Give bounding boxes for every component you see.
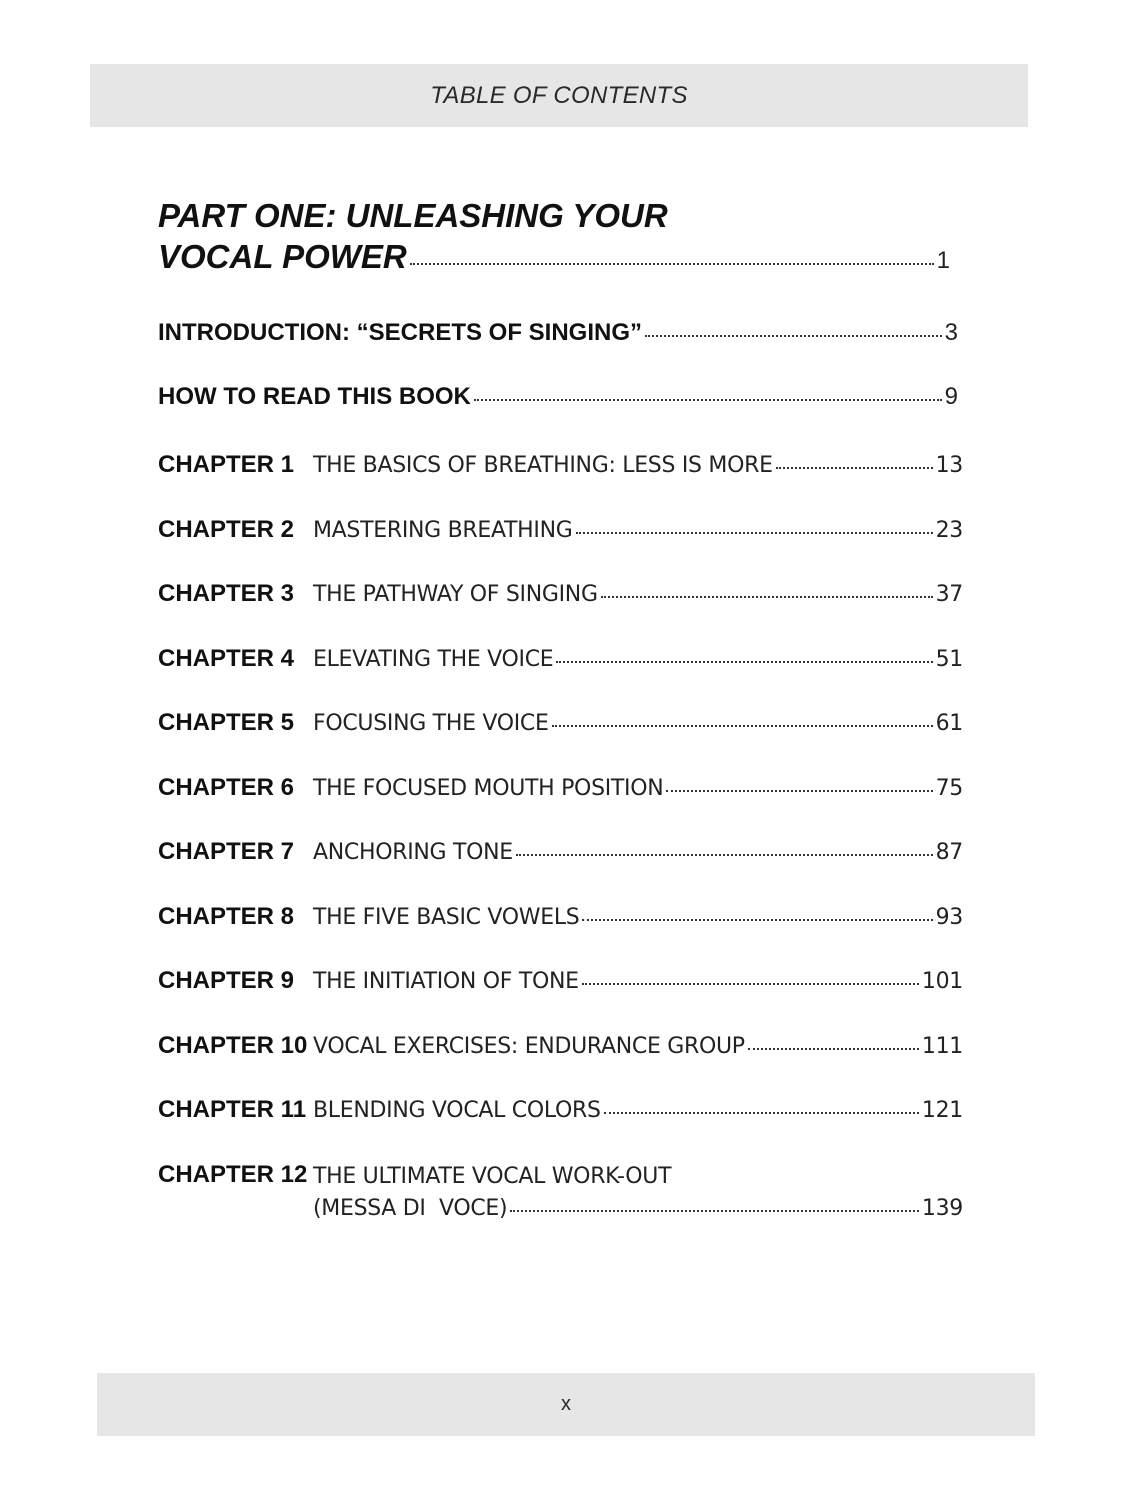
chapter-label: CHAPTER 6 — [158, 773, 295, 801]
chapter-entry-4[interactable] — [158, 645, 963, 710]
chapter-title: BLENDING VOCAL COLORS — [313, 1098, 601, 1123]
page-number: 51 — [935, 646, 963, 672]
page-number: 3 — [944, 319, 958, 346]
chapter-title: THE PATHWAY OF SINGING — [313, 582, 598, 607]
chapter-label: CHAPTER 2 — [158, 515, 295, 543]
section-how-to-read[interactable] — [158, 383, 958, 411]
dot-leader — [516, 854, 933, 856]
page-number: 75 — [935, 775, 963, 801]
chapter-title: ANCHORING TONE — [313, 840, 513, 865]
page-number: 121 — [921, 1098, 963, 1123]
chapter-title: THE BASICS OF BREATHING: LESS IS MORE — [313, 453, 773, 478]
chapter-entry-10[interactable] — [158, 1032, 963, 1097]
chapter-title-line — [313, 840, 963, 865]
chapter-title: ELEVATING THE VOICE — [313, 646, 554, 672]
chapter-entry-6[interactable] — [158, 774, 963, 839]
chapter-title-block — [313, 1161, 963, 1225]
chapter-title: THE FIVE BASIC VOWELS — [313, 904, 580, 930]
dot-leader — [556, 661, 932, 663]
chapter-title-line — [313, 518, 963, 543]
chapter-title-line — [313, 1034, 963, 1059]
dot-leader — [748, 1048, 919, 1050]
section-title: INTRODUCTION: “SECRETS OF SINGING” — [158, 319, 643, 346]
dot-leader — [776, 467, 933, 469]
part-heading[interactable] — [158, 195, 963, 281]
section-introduction[interactable] — [158, 319, 958, 347]
dot-leader — [666, 790, 932, 792]
chapter-label: CHAPTER 3 — [158, 580, 295, 607]
page-number: 101 — [921, 969, 963, 994]
dot-leader — [645, 335, 942, 337]
page-number: 61 — [935, 711, 963, 736]
chapter-title-line — [313, 711, 963, 736]
chapter-label: CHAPTER 5 — [158, 709, 295, 736]
table-of-contents — [158, 195, 963, 1225]
part-title-line1: PART ONE: UNLEASHING YOUR — [158, 197, 668, 234]
chapter-title-line — [313, 969, 963, 994]
chapter-label: CHAPTER 8 — [158, 902, 295, 930]
page-number: 111 — [921, 1033, 963, 1059]
footer-band — [97, 1373, 1035, 1436]
chapter-label: CHAPTER 11 — [158, 1096, 307, 1123]
dot-leader — [474, 399, 942, 401]
chapter-title: FOCUSING THE VOICE — [313, 711, 549, 736]
chapter-label: CHAPTER 12 — [158, 1160, 308, 1188]
dot-leader — [552, 725, 933, 727]
chapter-title-line — [313, 1193, 963, 1225]
chapter-title: THE FOCUSED MOUTH POSITION — [313, 775, 664, 801]
page-title: TABLE OF CONTENTS — [430, 81, 688, 109]
dot-leader — [576, 532, 933, 534]
chapter-entry-1[interactable] — [158, 451, 963, 516]
part-entry-line — [158, 236, 950, 281]
chapter-title-line2: (MESSA DI VOCE) — [313, 1195, 508, 1221]
chapter-label: CHAPTER 7 — [158, 838, 295, 865]
chapter-title: VOCAL EXERCISES: ENDURANCE GROUP — [313, 1033, 745, 1059]
chapter-entry-11[interactable] — [158, 1096, 963, 1161]
chapter-title: MASTERING BREATHING — [313, 517, 573, 543]
dot-leader — [601, 596, 933, 598]
chapter-title-line1: THE ULTIMATE VOCAL WORK-OUT — [313, 1163, 672, 1189]
chapter-entry-12[interactable] — [158, 1161, 963, 1225]
part-title-line2: VOCAL POWER — [158, 238, 407, 275]
chapter-title-line — [313, 647, 963, 672]
section-title: HOW TO READ THIS BOOK — [158, 383, 471, 410]
chapter-title: THE INITIATION OF TONE — [313, 969, 579, 994]
page-number: 1 — [936, 247, 950, 274]
chapter-entry-2[interactable] — [158, 516, 963, 581]
chapter-entry-9[interactable] — [158, 967, 963, 1032]
page-number: 87 — [935, 840, 963, 865]
chapter-entry-7[interactable] — [158, 838, 963, 903]
page-number: 13 — [935, 453, 963, 478]
dot-leader — [604, 1112, 919, 1114]
chapter-entry-8[interactable] — [158, 903, 963, 968]
chapter-entry-5[interactable] — [158, 709, 963, 774]
page-number: 9 — [944, 383, 958, 410]
chapter-title-line — [313, 1098, 963, 1123]
header-band — [90, 64, 1028, 127]
chapter-entry-3[interactable] — [158, 580, 963, 645]
dot-leader — [582, 983, 919, 985]
page-number: 139 — [921, 1195, 963, 1221]
chapter-title-line — [313, 905, 963, 930]
chapter-label: CHAPTER 1 — [158, 451, 295, 478]
page-number: 37 — [935, 582, 963, 607]
chapter-label: CHAPTER 9 — [158, 967, 295, 994]
chapter-label: CHAPTER 10 — [158, 1031, 308, 1059]
page-number: 23 — [935, 517, 963, 543]
folio-page-number: x — [561, 1393, 571, 1415]
chapter-title-line — [313, 582, 963, 607]
dot-leader — [410, 263, 934, 265]
dot-leader — [510, 1210, 919, 1212]
chapter-title-line — [313, 453, 963, 478]
dot-leader — [582, 919, 932, 921]
chapter-label: CHAPTER 4 — [158, 644, 295, 672]
chapter-title-line — [313, 776, 963, 801]
page-number: 93 — [935, 904, 963, 930]
